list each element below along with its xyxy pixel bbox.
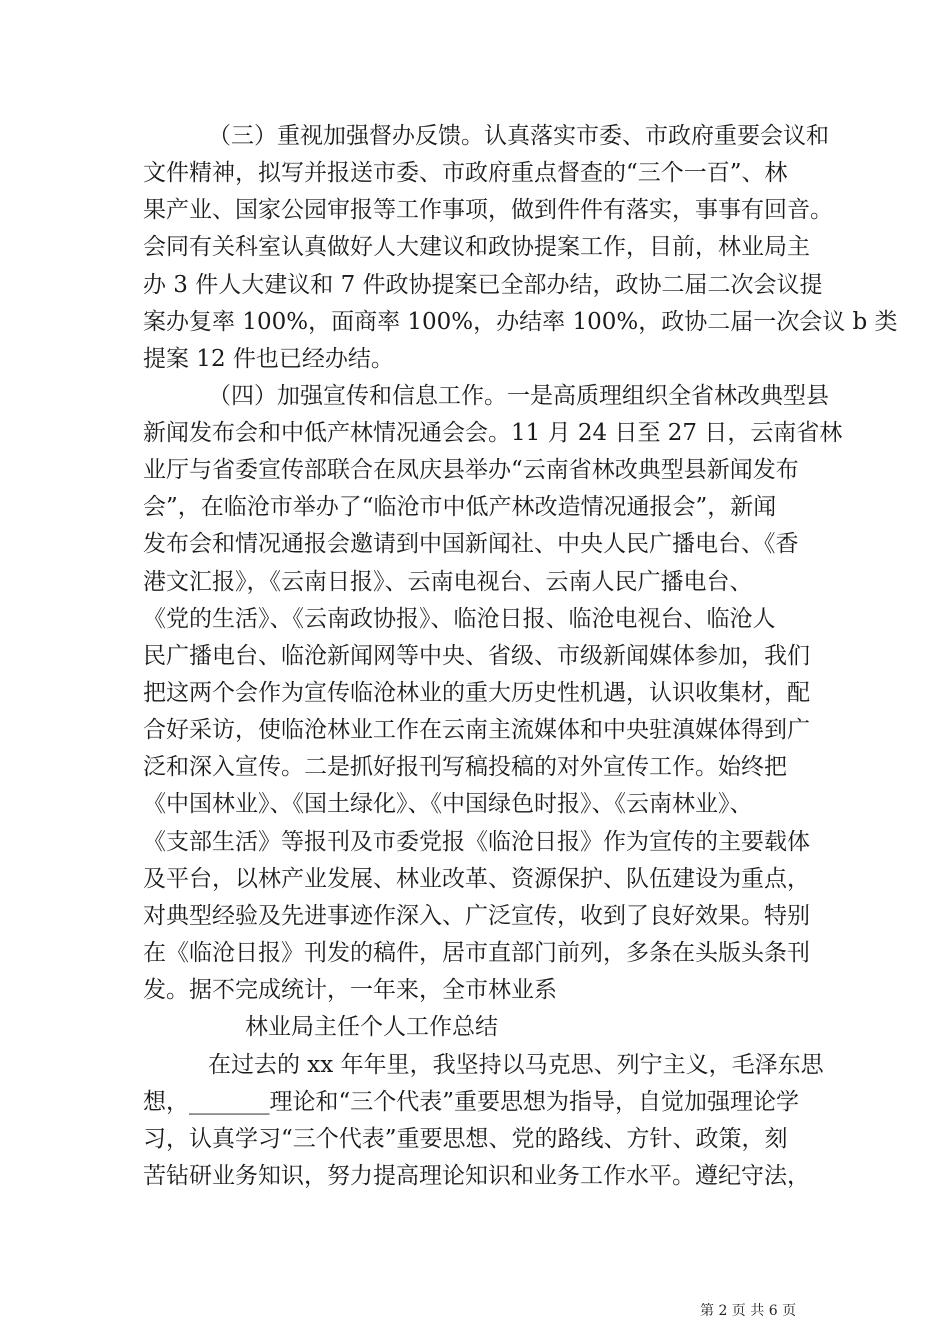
paragraph-3-line-4: 会同有关科室认真做好人大建议和政协提案工作，目前，林业局主 xyxy=(143,234,810,260)
paragraph-4-line-17: 发。据不完成统计，一年来，全市林业系 xyxy=(143,977,557,1003)
paragraph-4-line-16: 在《临沧日报》刊发的稿件，居市直部门前列，多条在头版头条刊 xyxy=(143,940,810,966)
summary-line-4: 苦钻研业务知识，努力提高理论知识和业务工作水平。遵纪守法， xyxy=(143,1163,810,1189)
paragraph-3-line-1: （三）重视加强督办反馈。认真落实市委、市政府重要会议和 xyxy=(208,123,829,149)
summary-line-3: 习，认真学习“三个代表”重要思想、党的路线、方针、政策，刻 xyxy=(143,1126,788,1152)
paragraph-3-line-3: 果产业、国家公园审报等工作事项，做到件件有落实，事事有回音。 xyxy=(143,197,833,223)
paragraph-4-line-11: 泛和深入宣传。二是抓好报刊写稿投稿的对外宣传工作。始终把 xyxy=(143,754,787,780)
paragraph-4-line-8: 民广播电台、临沧新闻网等中央、省级、市级新闻媒体参加，我们 xyxy=(143,643,810,669)
section-title: 林业局主任个人工作总结 xyxy=(245,1014,498,1040)
paragraph-3-line-2: 文件精神，拟写并报送市委、市政府重点督查的“三个一百”、林 xyxy=(143,160,788,186)
paragraph-4-line-1: （四）加强宣传和信息工作。一是高质理组织全省林改典型县 xyxy=(208,383,829,409)
page-number: 第 2 页 共 6 页 xyxy=(700,1303,797,1319)
paragraph-4-line-2: 新闻发布会和中低产林情况通会会。11 月 24 日至 27 日，云南省林 xyxy=(143,420,843,446)
paragraph-4-line-10: 合好采访，使临沧林业工作在云南主流媒体和中央驻滇媒体得到广 xyxy=(143,717,810,743)
paragraph-4-line-12: 《中国林业》、《国土绿化》、《中国绿色时报》、《云南林业》、 xyxy=(143,791,753,817)
paragraph-4-line-13: 《支部生活》等报刊及市委党报《临沧日报》作为宣传的主要载体 xyxy=(143,829,810,855)
paragraph-4-line-9: 把这两个会作为宣传临沧林业的重大历史性机遇，认识收集材，配 xyxy=(143,680,810,706)
paragraph-4-line-5: 发布会和情况通报会邀请到中国新闻社、中央人民广播电台、《香 xyxy=(143,531,799,557)
paragraph-3-line-7: 提案 12 件也已经办结。 xyxy=(143,346,394,372)
paragraph-4-line-15: 对典型经验及先进事迹作深入、广泛宣传，收到了良好效果。特别 xyxy=(143,903,810,929)
paragraph-4-line-6: 港文汇报》，《云南日报》、云南电视台、云南人民广播电台、 xyxy=(143,569,753,595)
paragraph-4-line-3: 业厅与省委宣传部联合在凤庆县举办“云南省林改典型县新闻发布 xyxy=(143,457,799,483)
paragraph-4-line-4: 会”，在临沧市举办了“临沧市中低产林改造情况通报会”，新闻 xyxy=(143,494,777,520)
paragraph-4-line-7: 《党的生活》、《云南政协报》、临沧日报、临沧电视台、临沧人 xyxy=(143,606,776,632)
summary-line-1: 在过去的 xx 年年里，我坚持以马克思、列宁主义，毛泽东思 xyxy=(208,1052,824,1078)
paragraph-3-line-5: 办 3 件人大建议和 7 件政协提案已全部办结，政协二届二次会议提 xyxy=(143,272,823,298)
paragraph-3-line-6: 案办复率 100%，面商率 100%，办结率 100%，政协二届一次会议 b 类 xyxy=(143,309,898,335)
summary-line-2: 想，_______理论和“三个代表”重要思想为指导，自觉加强理论学 xyxy=(143,1089,800,1115)
paragraph-4-line-14: 及平台，以林产业发展、林业改革、资源保护、队伍建设为重点， xyxy=(143,866,810,892)
